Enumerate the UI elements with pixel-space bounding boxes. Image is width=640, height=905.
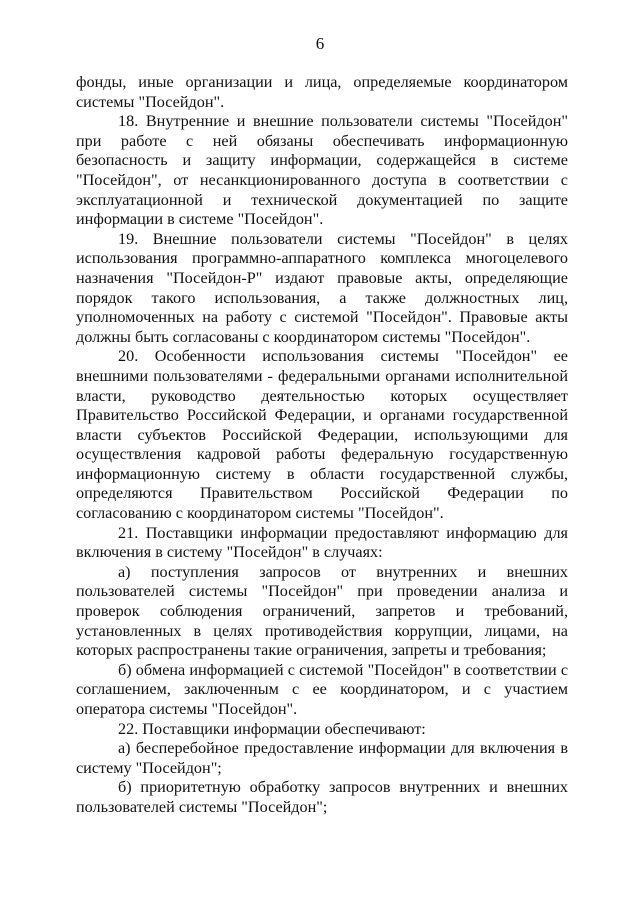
paragraph-item-22-a: а) бесперебойное предоставление информации для включения в систему "Посейдон"; bbox=[76, 739, 568, 777]
document-body bbox=[76, 73, 568, 818]
page-number: 6 bbox=[315, 34, 325, 53]
paragraph-item-22-b: б) приоритетную обработку запросов внутренних и внешних пользователей системы "Посейдон"; bbox=[76, 778, 568, 816]
paragraph-item-18: 18. Внутренние и внешние пользователи системы "Посейдон" при работе с ней обязаны обеспечивать информационную безопасность и защиту информации, содержащейся в системе "Посейдон", от несанкционированного доступа в соответствии с эксплуатационной и технической документацией по защите информации в системе "Посейдон". bbox=[76, 112, 568, 229]
paragraph-item-20: 20. Особенности использования системы "Посейдон" ее внешними пользователями - федеральными органами исполнительной власти, руководство деятельностью которых осуществляет Правительство Российской Федерации, и органами государственной власти субъектов Российской Федерации, использующими для осуществления кадровой работы федеральную государственную информационную систему в области государственной службы, определяются Правительством Российской Федерации по согласованию с координатором системы "Посейдон". bbox=[76, 347, 568, 523]
paragraph-item-21-b: б) обмена информацией с системой "Посейдон" в соответствии с соглашением, заключенным с ее координатором, и с участием оператора системы "Посейдон". bbox=[76, 660, 568, 718]
paragraph-item-21-a: а) поступления запросов от внутренних и внешних пользователей системы "Посейдон" при проведении анализа и проверок соблюдения ограничений, запретов и требований, установленных в целях противодействия коррупции, лицами, на которых распространены такие ограничения, запреты и требования; bbox=[76, 562, 568, 660]
paragraph-item-22: 22. Поставщики информации обеспечивают: bbox=[118, 719, 426, 738]
paragraph-item-21: 21. Поставщики информации предоставляют информацию для включения в систему "Посейдон" в случаях: bbox=[76, 523, 568, 562]
paragraph-item-19: 19. Внешние пользователи системы "Посейдон" в целях использования программно-аппаратного комплекса многоцелевого назначения "Посейдон-Р" издают правовые акты, определяющие порядок такого использования, а также должностных лиц, уполномоченных на работу с системой "Посейдон". Правовые акты должны быть согласованы с координатором системы "Посейдон". bbox=[76, 229, 568, 346]
paragraph-continuation: фонды, иные организации и лица, определяемые координатором системы "Посейдон". bbox=[76, 73, 568, 111]
